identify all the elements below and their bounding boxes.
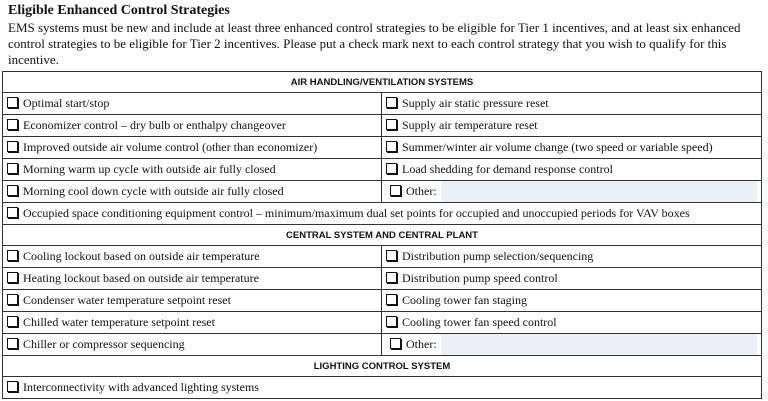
strategy-label: Other: [406, 337, 437, 351]
section-heading: LIGHTING CONTROL SYSTEM [3, 356, 762, 377]
table-row [3, 115, 762, 137]
checkbox[interactable] [386, 141, 397, 152]
checkbox[interactable] [390, 338, 401, 349]
checkbox[interactable] [7, 163, 18, 174]
other-text-field[interactable] [441, 181, 757, 202]
checkbox[interactable] [7, 185, 18, 196]
strategy-label: Other: [406, 184, 437, 198]
checkbox[interactable] [7, 250, 18, 261]
checkbox[interactable] [386, 294, 397, 305]
control-strategies-table [2, 71, 762, 399]
table-row [3, 181, 762, 203]
strategy-item[interactable] [3, 159, 382, 181]
strategy-label: Distribution pump speed control [402, 271, 558, 285]
section-header-lighting [3, 356, 762, 377]
checkbox[interactable] [386, 97, 397, 108]
strategy-label: Distribution pump selection/sequencing [402, 249, 594, 263]
table-row [3, 137, 762, 159]
other-text-field[interactable] [441, 334, 757, 355]
strategy-item[interactable] [3, 246, 382, 268]
table-row [3, 246, 762, 268]
strategy-item[interactable] [3, 203, 762, 225]
strategy-item[interactable] [382, 246, 762, 268]
checkbox[interactable] [386, 316, 397, 327]
strategy-item[interactable] [3, 377, 762, 399]
strategy-label: Supply air static pressure reset [402, 96, 549, 110]
strategy-item[interactable] [3, 268, 382, 290]
strategy-item[interactable] [3, 93, 382, 115]
table-row [3, 312, 762, 334]
strategy-item-other[interactable] [382, 181, 762, 203]
section-header-central-plant [3, 225, 762, 246]
strategy-item[interactable] [3, 312, 382, 334]
strategy-label: Interconnectivity with advanced lighting systems [23, 380, 259, 394]
strategy-label: Optimal start/stop [23, 96, 110, 110]
checkbox[interactable] [7, 381, 18, 392]
strategy-label: Chilled water temperature setpoint reset [23, 315, 215, 329]
section-heading: CENTRAL SYSTEM AND CENTRAL PLANT [3, 225, 762, 246]
strategy-label: Supply air temperature reset [402, 118, 538, 132]
other-label-wrap [386, 184, 441, 199]
strategy-item[interactable] [382, 137, 762, 159]
strategy-label: Economizer control – dry bulb or enthalpy changeover [23, 118, 286, 132]
strategy-label: Chiller or compressor sequencing [23, 337, 185, 351]
table-row [3, 159, 762, 181]
checkbox[interactable] [7, 272, 18, 283]
table-row [3, 268, 762, 290]
table-row [3, 334, 762, 356]
checkbox[interactable] [386, 163, 397, 174]
strategy-label: Load shedding for demand response control [402, 162, 613, 176]
strategy-item[interactable] [382, 93, 762, 115]
strategy-label: Summer/winter air volume change (two speed or variable speed) [402, 140, 713, 154]
strategy-label: Morning warm up cycle with outside air fully closed [23, 162, 276, 176]
strategy-item[interactable] [382, 159, 762, 181]
checkbox[interactable] [386, 250, 397, 261]
strategy-label: Morning cool down cycle with outside air fully closed [23, 184, 284, 198]
strategy-label: Occupied space conditioning equipment control – minimum/maximum dual set points for occupied and unoccupied periods for VAV boxes [23, 206, 690, 220]
checkbox[interactable] [7, 207, 18, 218]
other-label-wrap [386, 337, 441, 352]
form-title: Eligible Enhanced Control Strategies [8, 3, 230, 18]
strategy-item[interactable] [3, 137, 382, 159]
strategy-label: Cooling tower fan staging [402, 293, 527, 307]
checkbox[interactable] [7, 97, 18, 108]
table-row [3, 377, 762, 399]
strategy-item[interactable] [3, 290, 382, 312]
table-row [3, 290, 762, 312]
strategy-item[interactable] [3, 115, 382, 137]
strategy-item[interactable] [3, 334, 382, 356]
strategy-item[interactable] [382, 290, 762, 312]
strategy-label: Improved outside air volume control (other than economizer) [23, 140, 318, 154]
checkbox[interactable] [386, 272, 397, 283]
strategy-label: Condenser water temperature setpoint reset [23, 293, 231, 307]
section-header-air-handling [3, 72, 762, 93]
strategy-item-other[interactable] [382, 334, 762, 356]
strategy-label: Cooling tower fan speed control [402, 315, 557, 329]
strategy-item[interactable] [382, 115, 762, 137]
checkbox[interactable] [390, 185, 401, 196]
strategy-item[interactable] [382, 268, 762, 290]
table-row [3, 93, 762, 115]
strategy-item[interactable] [3, 181, 382, 203]
checkbox[interactable] [7, 294, 18, 305]
form-instructions: EMS systems must be new and include at least three enhanced control strategies to be eligible for Tier 1 incentives, and at least six enhanced control strategies to be eligible for Tier 2 incentives. Please put a check mark next to each control strategy that you wish to qualify for this incentive. [8, 20, 741, 67]
strategy-label: Heating lockout based on outside air temperature [23, 271, 259, 285]
checkbox[interactable] [386, 119, 397, 130]
checkbox[interactable] [7, 338, 18, 349]
checkbox[interactable] [7, 316, 18, 327]
strategy-label: Cooling lockout based on outside air temperature [23, 249, 260, 263]
checkbox[interactable] [7, 141, 18, 152]
table-row [3, 203, 762, 225]
strategy-item[interactable] [382, 312, 762, 334]
section-heading: AIR HANDLING/VENTILATION SYSTEMS [3, 72, 762, 93]
checkbox[interactable] [7, 119, 18, 130]
